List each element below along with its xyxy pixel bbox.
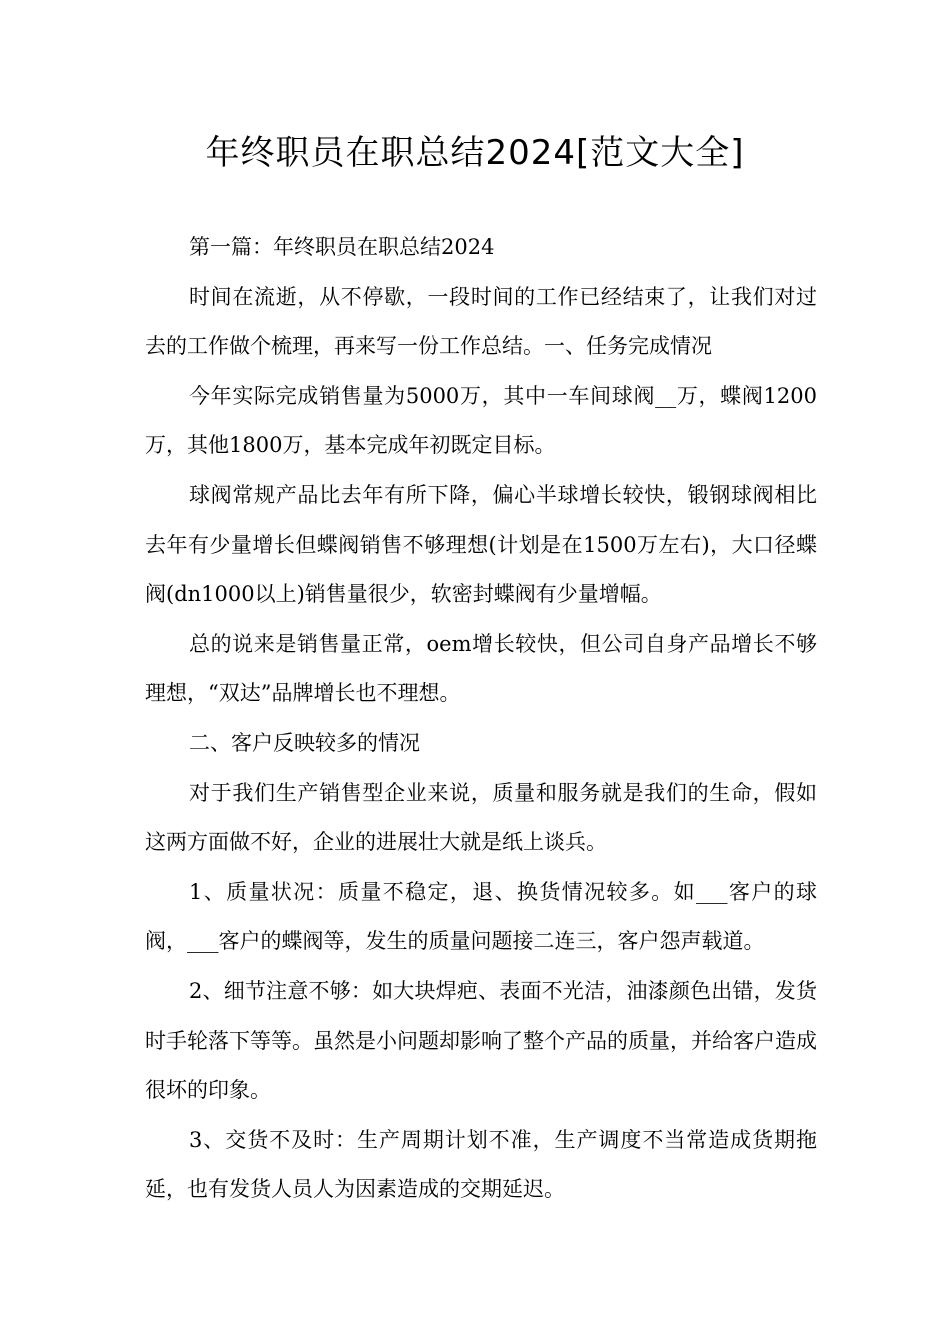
section-heading-1: 第一篇：年终职员在职总结2024 (189, 235, 495, 259)
paragraph-4: 总的说来是销售量正常，oem增长较快，但公司自身产品增长不够理想，“双达”品牌增长也不理想。 (145, 631, 817, 706)
paragraph-2: 今年实际完成销售量为5000万，其中一车间球阀__万，蝶阀1200万，其他1800万，基本完成年初既定目标。 (145, 383, 817, 458)
paragraph-3: 球阀常规产品比去年有所下降，偏心半球增长较快，锻钢球阀相比去年有少量增长但蝶阀销售不够理想(计划是在1500万左右)，大口径蝶阀(dn1000以上)销售量很少，软密封蝶阀有少量增幅。 (145, 482, 817, 607)
paragraph-7: 2、细节注意不够：如大块焊疤、表面不光洁，油漆颜色出错，发货时手轮落下等等。虽然是小问题却影响了整个产品的质量，并给客户造成很坏的印象。 (145, 978, 817, 1103)
paragraph-6: 1、质量状况：质量不稳定，退、换货情况较多。如___客户的球阀，___客户的蝶阀等，发生的质量问题接二连三，客户怨声载道。 (145, 879, 817, 954)
paragraph-5: 对于我们生产销售型企业来说，质量和服务就是我们的生命，假如这两方面做不好，企业的进展壮大就是纸上谈兵。 (145, 780, 817, 855)
section-heading-2: 二、客户反映较多的情况 (189, 730, 420, 755)
paragraph-1: 时间在流逝，从不停歇，一段时间的工作已经结束了，让我们对过去的工作做个梳理，再来写一份工作总结。一、任务完成情况 (145, 284, 817, 359)
document-body (145, 223, 817, 1215)
document-title: 年终职员在职总结2024[范文大全] (205, 133, 745, 173)
paragraph-8: 3、交货不及时：生产周期计划不准，生产调度不当常造成货期拖延，也有发货人员人为因素造成的交期延迟。 (145, 1127, 817, 1202)
